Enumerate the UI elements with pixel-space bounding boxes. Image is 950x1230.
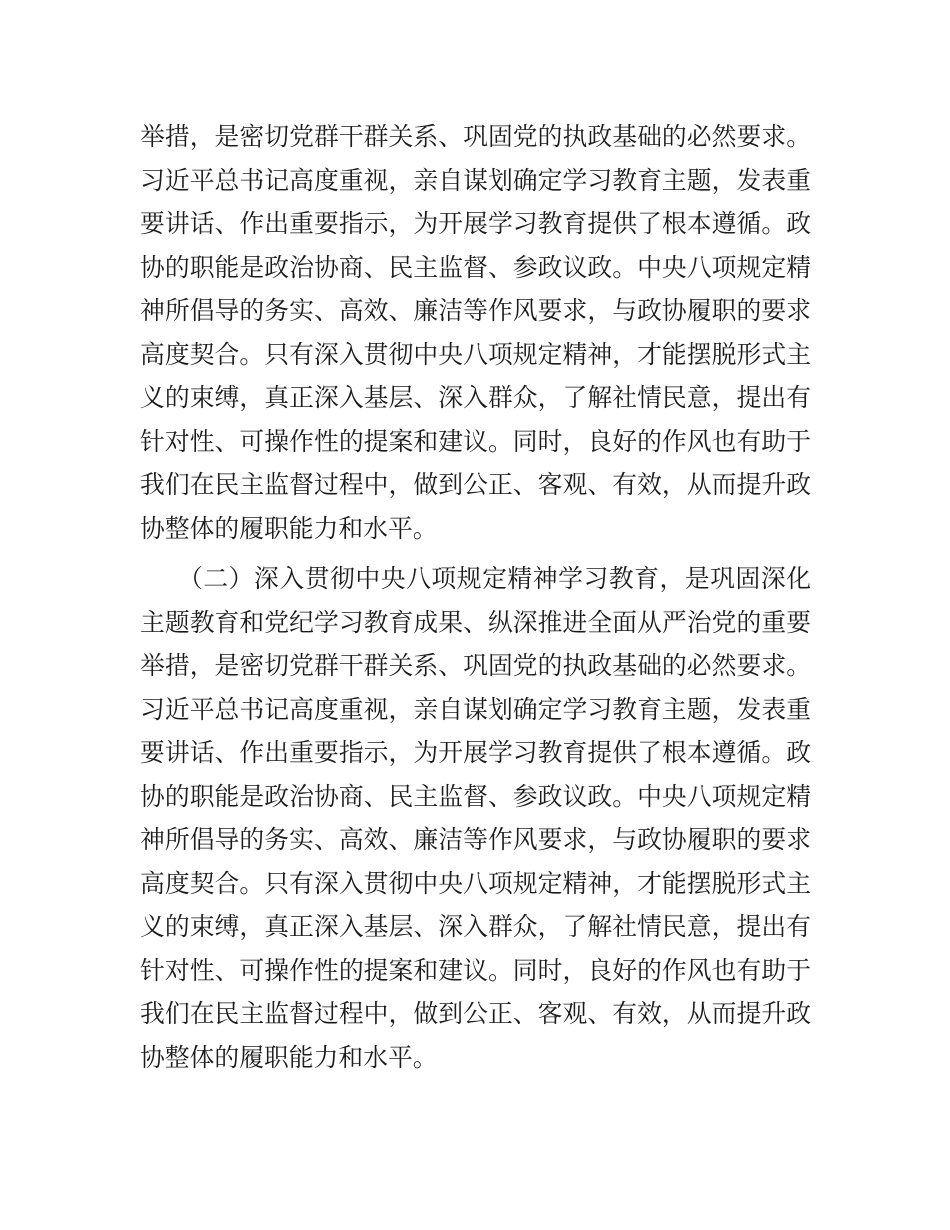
text-line: 义的束缚，真正深入基层、深入群众，了解社情民意，提出有 [140, 385, 811, 412]
text-line: 高度契合。只有深入贯彻中央八项规定精神，才能摆脱形式主 [140, 870, 811, 898]
text-line: 协整体的履职能力和水平。 [140, 1044, 438, 1072]
paragraph-section-two [140, 558, 811, 1080]
text-line: 义的束缚，真正深入基层、深入群众，了解社情民意，提出有 [140, 914, 811, 941]
text-line: 高度契合。只有深入贯彻中央八项规定精神，才能摆脱形式主 [140, 341, 811, 369]
text-line: 习近平总书记高度重视，亲自谋划确定学习教育主题，发表重 [140, 167, 811, 195]
text-line: 要讲话、作出重要指示，为开展学习教育提供了根本遵循。政 [140, 740, 811, 767]
document-body [140, 116, 811, 1080]
text-line: 要讲话、作出重要指示，为开展学习教育提供了根本遵循。政 [140, 211, 811, 238]
text-line: 举措，是密切党群干群关系、巩固党的执政基础的必然要求。 [140, 124, 811, 151]
paragraph-continuation [140, 116, 811, 551]
text-line: 针对性、可操作性的提案和建议。同时，良好的作风也有助于 [140, 957, 811, 985]
text-line: 主题教育和党纪学习教育成果、纵深推进全面从严治党的重要 [140, 609, 811, 637]
text-line: 协整体的履职能力和水平。 [140, 515, 438, 543]
text-line: 神所倡导的务实、高效、廉洁等作风要求，与政协履职的要求 [140, 827, 811, 854]
text-line: 我们在民主监督过程中，做到公正、客观、有效，从而提升政 [140, 1001, 811, 1028]
text-line: 协的职能是政治协商、民主监督、参政议政。中央八项规定精 [140, 254, 811, 282]
text-line: （二）深入贯彻中央八项规定精神学习教育，是巩固深化 [178, 566, 811, 593]
text-line: 我们在民主监督过程中，做到公正、客观、有效，从而提升政 [140, 472, 811, 499]
text-line: 习近平总书记高度重视，亲自谋划确定学习教育主题，发表重 [140, 696, 811, 724]
text-line: 神所倡导的务实、高效、廉洁等作风要求，与政协履职的要求 [140, 298, 811, 325]
text-line: 举措，是密切党群干群关系、巩固党的执政基础的必然要求。 [140, 653, 811, 680]
text-line: 协的职能是政治协商、民主监督、参政议政。中央八项规定精 [140, 783, 811, 811]
text-line: 针对性、可操作性的提案和建议。同时，良好的作风也有助于 [140, 428, 811, 456]
